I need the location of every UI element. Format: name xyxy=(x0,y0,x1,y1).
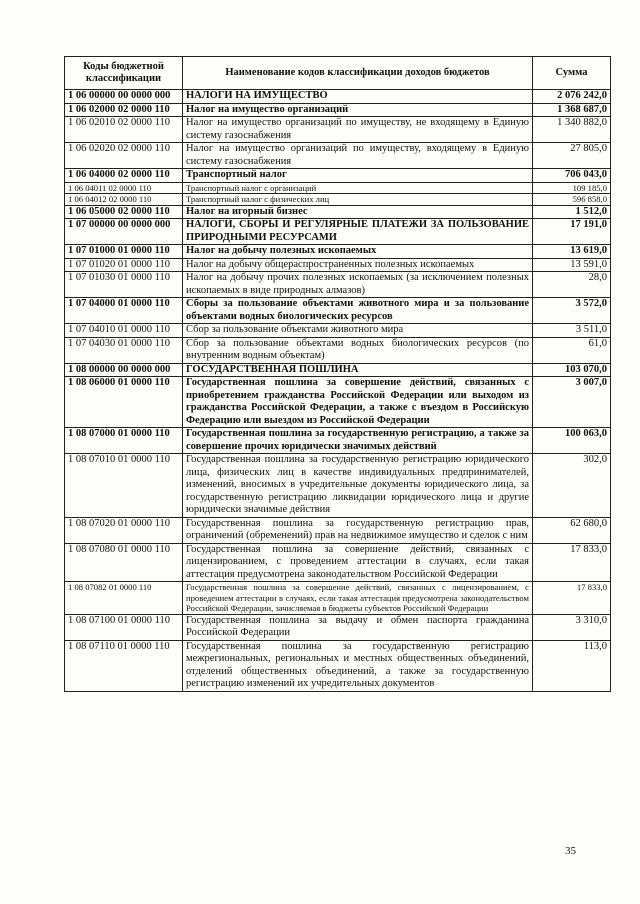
row-sum: 28,0 xyxy=(533,272,611,298)
row-code: 1 08 07100 01 0000 110 xyxy=(65,614,183,640)
table-row xyxy=(65,517,611,543)
row-code: 1 07 01000 01 0000 110 xyxy=(65,245,183,259)
row-name: Налог на имущество организаций xyxy=(183,103,533,117)
table-row xyxy=(65,614,611,640)
row-name: Транспортный налог xyxy=(183,169,533,183)
table-row xyxy=(65,377,611,428)
table-row xyxy=(65,90,611,104)
row-code: 1 06 02010 02 0000 110 xyxy=(65,117,183,143)
row-sum: 302,0 xyxy=(533,454,611,518)
header-name: Наименование кодов классификации доходов бюджетов xyxy=(183,57,533,90)
row-name: Государственная пошлина за совершение действий, связанных с приобретением гражданства Российской Федерации или выходом из гражданства Российской Федерации, а также с въездом в Российскую Федерацию или выездом из Российской Федерации xyxy=(183,377,533,428)
table-row xyxy=(65,219,611,245)
row-name: ГОСУДАРСТВЕННАЯ ПОШЛИНА xyxy=(183,363,533,377)
table-row xyxy=(65,298,611,324)
row-name: Государственная пошлина за совершение действий, связанных с лицензированием, с проведением аттестации в случаях, если такая аттестация предусмотрена законодательством Российской Федерации xyxy=(183,543,533,582)
row-name: Налог на добычу общераспространенных полезных ископаемых xyxy=(183,258,533,272)
row-sum: 17 191,0 xyxy=(533,219,611,245)
row-code: 1 06 02020 02 0000 110 xyxy=(65,143,183,169)
row-sum: 62 680,0 xyxy=(533,517,611,543)
table-row xyxy=(65,337,611,363)
table-row xyxy=(65,363,611,377)
row-name: Транспортный налог с физических лиц xyxy=(183,194,533,206)
row-code: 1 08 07000 01 0000 110 xyxy=(65,428,183,454)
row-code: 1 06 02000 02 0000 110 xyxy=(65,103,183,117)
row-sum: 17 833,0 xyxy=(533,582,611,615)
row-code: 1 08 07020 01 0000 110 xyxy=(65,517,183,543)
header-code: Коды бюджетной классификации xyxy=(65,57,183,90)
row-sum: 1 368 687,0 xyxy=(533,103,611,117)
row-name: Налог на имущество организаций по имуществу, не входящему в Единую систему газоснабжения xyxy=(183,117,533,143)
table-row xyxy=(65,582,611,615)
row-sum: 706 043,0 xyxy=(533,169,611,183)
row-sum: 17 833,0 xyxy=(533,543,611,582)
table-row xyxy=(65,428,611,454)
row-code: 1 08 00000 00 0000 000 xyxy=(65,363,183,377)
row-code: 1 08 07010 01 0000 110 xyxy=(65,454,183,518)
row-sum: 113,0 xyxy=(533,640,611,691)
row-name: Налог на игорный бизнес xyxy=(183,205,533,219)
row-name: Государственная пошлина за государственную регистрацию межрегиональных, региональных и местных общественных объединений, отделений общественных объединений, а также за государственную регистрацию изменений их учредительных документов xyxy=(183,640,533,691)
row-sum: 103 070,0 xyxy=(533,363,611,377)
row-sum: 13 591,0 xyxy=(533,258,611,272)
row-code: 1 07 00000 00 0000 000 xyxy=(65,219,183,245)
row-name: Транспортный налог с организаций xyxy=(183,182,533,194)
table-row xyxy=(65,103,611,117)
row-name: Налог на добычу полезных ископаемых xyxy=(183,245,533,259)
table-row xyxy=(65,169,611,183)
table-row xyxy=(65,324,611,338)
row-code: 1 06 05000 02 0000 110 xyxy=(65,205,183,219)
row-name: Государственная пошлина за государственную регистрацию, а также за совершение прочих юридически значимых действий xyxy=(183,428,533,454)
row-sum: 109 185,0 xyxy=(533,182,611,194)
row-name: Государственная пошлина за выдачу и обмен паспорта гражданина Российской Федерации xyxy=(183,614,533,640)
row-code: 1 06 04000 02 0000 110 xyxy=(65,169,183,183)
table-row xyxy=(65,272,611,298)
row-code: 1 06 04012 02 0000 110 xyxy=(65,194,183,206)
row-sum: 3 572,0 xyxy=(533,298,611,324)
row-name: Налог на добычу прочих полезных ископаемых (за исключением полезных ископаемых в виде природных алмазов) xyxy=(183,272,533,298)
table-row xyxy=(65,194,611,206)
row-sum: 3 511,0 xyxy=(533,324,611,338)
row-name: Государственная пошлина за совершение действий, связанных с лицензированием, с проведением аттестации в случаях, если такая аттестация предусмотрена законодательством Российской Федерации, зачисляемая в бюджеты субъектов Российской Федерации xyxy=(183,582,533,615)
row-code: 1 07 04000 01 0000 110 xyxy=(65,298,183,324)
row-sum: 61,0 xyxy=(533,337,611,363)
table-row xyxy=(65,258,611,272)
header-sum: Сумма xyxy=(533,57,611,90)
table-row xyxy=(65,143,611,169)
table-row xyxy=(65,117,611,143)
row-code: 1 08 07080 01 0000 110 xyxy=(65,543,183,582)
row-name: Налог на имущество организаций по имуществу, входящему в Единую систему газоснабжения xyxy=(183,143,533,169)
row-sum: 27 805,0 xyxy=(533,143,611,169)
row-name: Государственная пошлина за государственную регистрацию прав, ограничений (обременений) прав на недвижимое имущество и сделок с ним xyxy=(183,517,533,543)
row-sum: 1 340 882,0 xyxy=(533,117,611,143)
row-code: 1 07 01030 01 0000 110 xyxy=(65,272,183,298)
row-name: Сбор за пользование объектами животного мира xyxy=(183,324,533,338)
row-sum: 1 512,0 xyxy=(533,205,611,219)
row-sum: 2 076 242,0 xyxy=(533,90,611,104)
document-page xyxy=(64,56,610,692)
table-header-row xyxy=(65,57,611,90)
row-code: 1 08 06000 01 0000 110 xyxy=(65,377,183,428)
budget-revenue-table xyxy=(64,56,611,692)
table-body xyxy=(65,90,611,692)
row-code: 1 06 00000 00 0000 000 xyxy=(65,90,183,104)
row-name: Государственная пошлина за государственную регистрацию юридического лица, физических лиц в качестве индивидуальных предпринимателей, изменений, вносимых в учредительные документы юридического лица, за государственную регистрацию ликвидации юридического лица и другие юридически значимые действия xyxy=(183,454,533,518)
row-name: Сборы за пользование объектами животного мира и за пользование объектами водных биологических ресурсов xyxy=(183,298,533,324)
table-row xyxy=(65,205,611,219)
table-row xyxy=(65,245,611,259)
row-code: 1 08 07082 01 0000 110 xyxy=(65,582,183,615)
row-name: НАЛОГИ НА ИМУЩЕСТВО xyxy=(183,90,533,104)
row-code: 1 06 04011 02 0000 110 xyxy=(65,182,183,194)
row-name: Сбор за пользование объектами водных биологических ресурсов (по внутренним водным объектам) xyxy=(183,337,533,363)
row-sum: 13 619,0 xyxy=(533,245,611,259)
table-row xyxy=(65,454,611,518)
row-sum: 596 858,0 xyxy=(533,194,611,206)
table-row xyxy=(65,182,611,194)
table-row xyxy=(65,543,611,582)
row-sum: 100 063,0 xyxy=(533,428,611,454)
row-code: 1 08 07110 01 0000 110 xyxy=(65,640,183,691)
row-code: 1 07 01020 01 0000 110 xyxy=(65,258,183,272)
table-row xyxy=(65,640,611,691)
row-sum: 3 007,0 xyxy=(533,377,611,428)
row-code: 1 07 04010 01 0000 110 xyxy=(65,324,183,338)
row-name: НАЛОГИ, СБОРЫ И РЕГУЛЯРНЫЕ ПЛАТЕЖИ ЗА ПОЛЬЗОВАНИЕ ПРИРОДНЫМИ РЕСУРСАМИ xyxy=(183,219,533,245)
row-sum: 3 310,0 xyxy=(533,614,611,640)
page-number: 35 xyxy=(565,845,576,857)
row-code: 1 07 04030 01 0000 110 xyxy=(65,337,183,363)
